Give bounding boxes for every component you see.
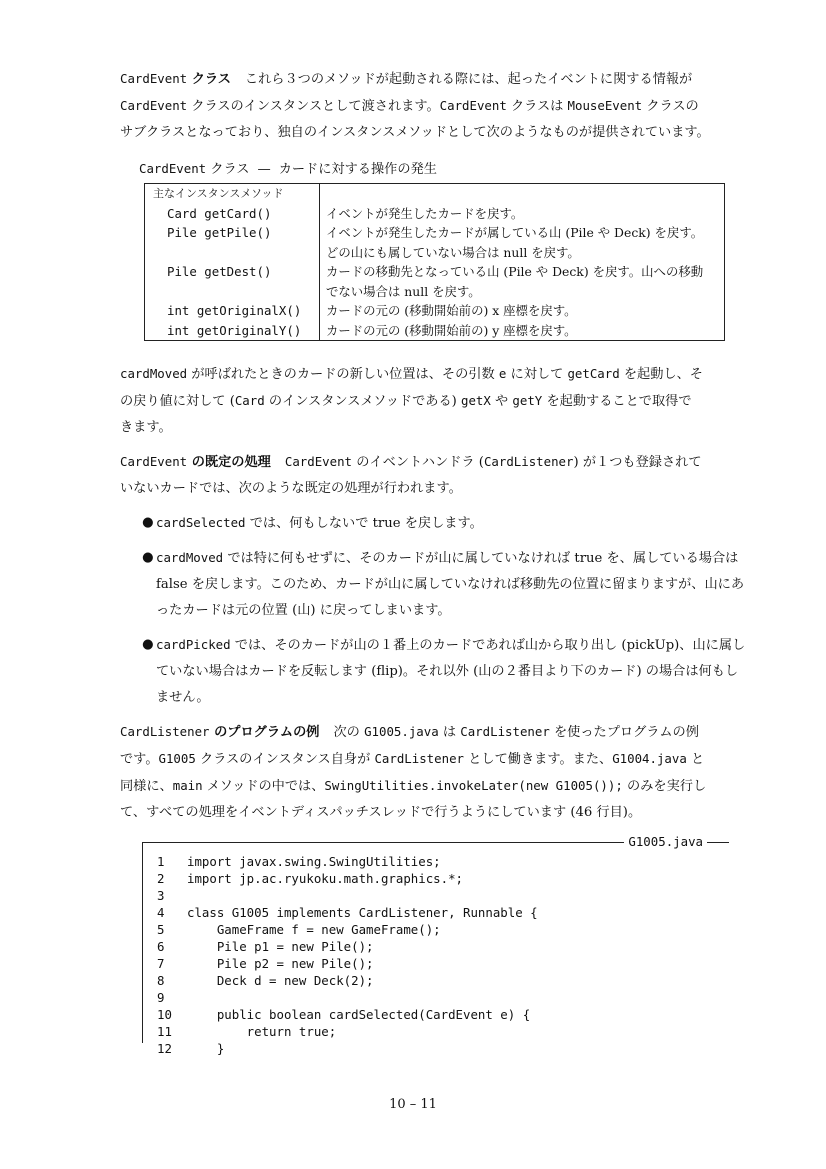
method-table: [144, 183, 725, 341]
program-example-paragraph: CardListener のプログラムの例 次の G1005.java は CardListener を使ったプログラムの例 です。G1005 クラスのインスタンス自身が CardListener として働きます。また、G1004.java と 同様に、main メソッドの中では、SwingUtilities.invokeLater(new G1005()); のみを実行し て、すべての処理をイベントディスパッチスレッドで行うようにしています (46 行目)。: [120, 724, 707, 820]
list-item: ● cardSelected では、何もしないで true を戻します。: [120, 510, 750, 537]
table-row: [145, 301, 725, 321]
method-signature: Pile getDest(): [145, 262, 320, 301]
code-line: 4 class G1005 implements CardListener, Runnable {: [157, 905, 538, 920]
method-signature: Card getCard(): [145, 204, 320, 224]
default-handling-list: [120, 510, 750, 711]
document-page: [120, 66, 750, 1056]
list-item: ● cardMoved では特に何もせずに、そのカードが山に属していなければ true を、属している場合は false を戻します。このため、カードが山に属していなければ移動先の位置に留まりますが、山にあったカードは元の位置 (山) に戻ってしまいます。: [120, 545, 750, 624]
method-description: イベントが発生したカードが属している山 (Pile や Deck) を戻す。 どの山にも属していない場合は null を戻す。: [326, 225, 704, 260]
method-description: カードの移動先となっている山 (Pile や Deck) を戻す。山への移動 でない場合は null を戻す。: [326, 264, 704, 299]
code-line: 1 import javax.swing.SwingUtilities;: [157, 854, 441, 869]
table-header: 主なインスタンスメソッド: [145, 184, 320, 204]
method-signature: int getOriginalX(): [145, 301, 320, 321]
program-example-heading: CardListener のプログラムの例: [120, 724, 320, 740]
code-line: 9: [157, 990, 165, 1005]
code-line: 3: [157, 888, 165, 903]
method-signature: Pile getPile(): [145, 223, 320, 262]
code-line: 10 public boolean cardSelected(CardEvent e) {: [157, 1007, 531, 1022]
code-listing: [142, 834, 729, 1056]
bullet-icon: ●: [142, 637, 154, 652]
table-row: [145, 262, 725, 301]
code-line: 2 import jp.ac.ryukoku.math.graphics.*;: [157, 871, 464, 886]
code-line: 12 }: [157, 1041, 225, 1056]
table-row: [145, 204, 725, 224]
code-line: 11 return true;: [157, 1024, 337, 1039]
bullet-icon: ●: [142, 550, 154, 565]
page-number: 10 – 11: [389, 1097, 437, 1112]
table-row: [145, 321, 725, 341]
card-position-paragraph: cardMoved が呼ばれたときのカードの新しい位置は、その引数 e に対して getCard を起動し、そ の戻り値に対して (Card のインスタンスメソッドである) getX や getY を起動することで取得で きます。: [120, 366, 703, 435]
list-item: ● cardPicked では、そのカードが山の１番上のカードであれば山から取り出し (pickUp)、山に属していない場合はカードを反転します (flip)。それ以外 (山の２番目より下のカード) の場合は何もしません。: [120, 632, 750, 711]
method-signature: int getOriginalY(): [145, 321, 320, 341]
method-description: イベントが発生したカードを戻す。: [326, 205, 524, 221]
code-line: 7 Pile p2 = new Pile();: [157, 956, 374, 971]
code-block: [143, 853, 729, 1057]
code-line: 6 Pile p1 = new Pile();: [157, 939, 374, 954]
table-header-row: [145, 184, 725, 204]
cardevent-class-heading: CardEvent クラス: [120, 71, 231, 87]
table-caption: CardEvent クラス — カードに対する操作の発生: [139, 161, 437, 177]
method-description: カードの元の (移動開始前の) y 座標を戻す。: [326, 322, 577, 338]
code-line: 8 Deck d = new Deck(2);: [157, 973, 374, 988]
bullet-icon: ●: [142, 515, 154, 530]
method-description: カードの元の (移動開始前の) x 座標を戻す。: [326, 303, 577, 318]
cardevent-class-paragraph: CardEvent クラス これら３つのメソッドが起動される際には、起ったイベントに関する情報が CardEvent クラスのインスタンスとして渡されます。CardEvent クラスは MouseEvent クラスの サブクラスとなっており、独自のインスタンスメソッドとして次のようなものが提供されています。: [120, 71, 710, 140]
default-handling-heading: CardEvent の既定の処理: [120, 454, 271, 470]
table-row: [145, 223, 725, 262]
code-line: 5 GameFrame f = new GameFrame();: [157, 922, 441, 937]
code-filename: G1005.java: [624, 834, 707, 849]
default-handling-paragraph: CardEvent の既定の処理 CardEvent のイベントハンドラ (CardListener) が１つも登録されて いないカードでは、次のような既定の処理が行われます。: [120, 454, 702, 496]
